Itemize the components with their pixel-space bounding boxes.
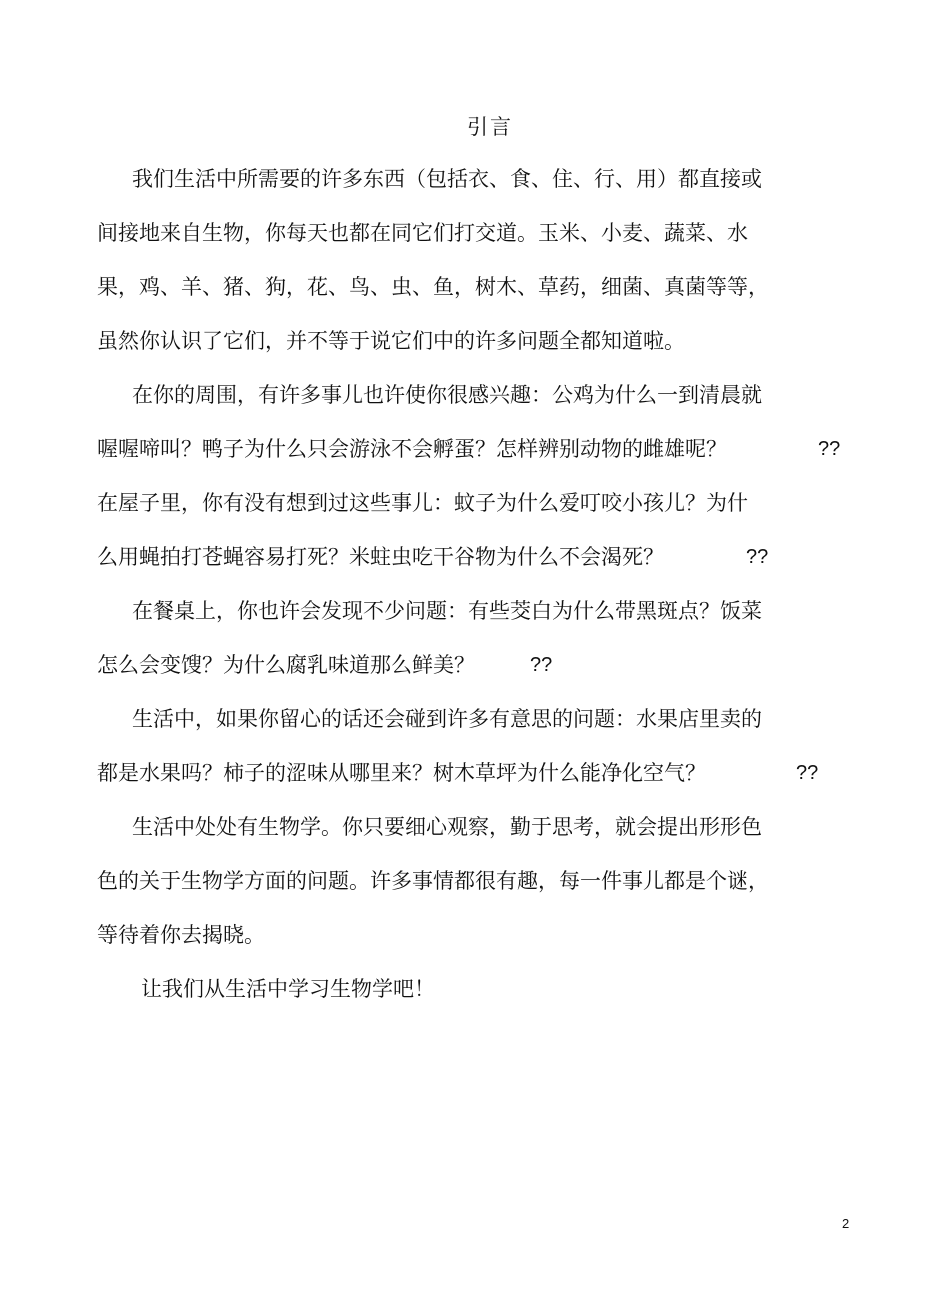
question-marks: ?? [796, 762, 819, 784]
paragraph-1-line-3: 果，鸡、羊、猪、狗，花、鸟、虫、鱼，树木、草药，细菌、真菌等等， [97, 275, 769, 299]
page-number: 2 [842, 1216, 850, 1231]
paragraph-3-line-1: 在餐桌上，你也许会发现不少问题：有些茭白为什么带黑斑点？饭菜 [132, 599, 762, 623]
paragraph-2-line-2: 喔喔啼叫？鸭子为什么只会游泳不会孵蛋？怎样辨别动物的雌雄呢？ [97, 437, 727, 461]
question-marks: ?? [818, 438, 841, 460]
paragraph-2-line-3: 在屋子里，你有没有想到过这些事儿：蚊子为什么爱叮咬小孩儿？为什 [97, 491, 748, 515]
question-marks: ?? [530, 654, 553, 676]
paragraph-1-line-1: 我们生活中所需要的许多东西（包括衣、食、住、行、用）都直接或 [132, 167, 762, 191]
paragraph-4-line-1: 生活中，如果你留心的话还会碰到许多有意思的问题：水果店里卖的 [132, 707, 762, 731]
paragraph-5-line-1: 生活中处处有生物学。你只要细心观察，勤于思考，就会提出形形色 [132, 815, 762, 839]
paragraph-6-line-1: 让我们从生活中学习生物学吧！ [141, 977, 435, 1001]
page-title: 引言 [467, 115, 513, 139]
paragraph-2-line-4: 么用蝇拍打苍蝇容易打死？米蛀虫吃干谷物为什么不会渴死？ [97, 545, 664, 569]
paragraph-1-line-4: 虽然你认识了它们，并不等于说它们中的许多问题全都知道啦。 [97, 329, 685, 353]
paragraph-2-line-1: 在你的周围，有许多事儿也许使你很感兴趣：公鸡为什么一到清晨就 [132, 383, 762, 407]
paragraph-4-line-2: 都是水果吗？柿子的涩味从哪里来？树木草坪为什么能净化空气？ [97, 761, 706, 785]
paragraph-1-line-2: 间接地来自生物，你每天也都在同它们打交道。玉米、小麦、蔬菜、水 [97, 221, 748, 245]
paragraph-5-line-2: 色的关于生物学方面的问题。许多事情都很有趣，每一件事儿都是个谜， [97, 869, 769, 893]
paragraph-3-line-2: 怎么会变馊？为什么腐乳味道那么鲜美？ [97, 653, 475, 677]
question-marks: ?? [746, 546, 769, 568]
paragraph-5-line-3: 等待着你去揭晓。 [97, 923, 265, 947]
